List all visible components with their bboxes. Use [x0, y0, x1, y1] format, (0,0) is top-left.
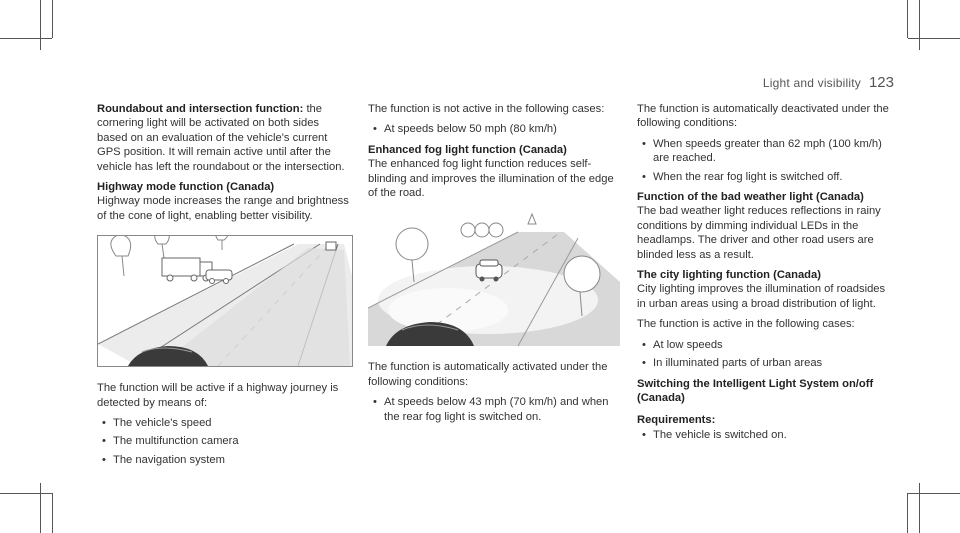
crop-mark: [0, 38, 52, 39]
crop-mark: [40, 483, 41, 533]
fog-light-illustration: [368, 212, 620, 346]
list-item: • The navigation system: [97, 453, 349, 467]
highway-text: Highway mode increases the range and brightness of the cone of light, enabling better visibility.: [97, 195, 349, 222]
switch-ils-heading: Switching the Intelligent Light System on/off (Canada): [637, 377, 874, 404]
page-number: 123: [868, 74, 894, 91]
column-right: [637, 102, 895, 448]
city-active-text: The function is active in the following cases:: [637, 318, 855, 331]
crop-mark: [919, 0, 920, 50]
roundabout-paragraph: [97, 102, 349, 174]
list-item: • At speeds below 43 mph (70 km/h) and when the rear fog light is switched on.: [368, 395, 620, 424]
auto-activate-list: [368, 395, 620, 424]
page-header: [634, 74, 894, 94]
city-lighting-heading: The city lighting function (Canada): [637, 269, 821, 282]
crop-mark: [907, 493, 908, 533]
deactivate-text: The function is automatically deactivated under the following conditions:: [637, 103, 889, 130]
active-if-list: [97, 416, 349, 467]
not-active-list: [368, 122, 620, 136]
list-item: • The vehicle's speed: [97, 416, 349, 430]
crop-mark: [907, 0, 908, 38]
crop-mark: [52, 0, 53, 38]
crop-mark: [919, 483, 920, 533]
list-item: • At speeds below 50 mph (80 km/h): [368, 122, 620, 136]
bad-weather-heading: Function of the bad weather light (Canada): [637, 191, 864, 204]
list-item: • At low speeds: [637, 338, 895, 352]
city-lighting-text: City lighting improves the illumination of roadsides in urban areas using a broad distribution of light.: [637, 283, 886, 310]
not-active-text: The function is not active in the following cases:: [368, 103, 605, 115]
section-title: Light and visibility: [762, 76, 861, 90]
list-item: • In illuminated parts of urban areas: [637, 356, 895, 370]
list-item: • The vehicle is switched on.: [637, 428, 895, 442]
crop-mark: [52, 493, 53, 533]
active-if-text: The function will be active if a highway journey is detected by means of:: [97, 382, 339, 409]
crop-mark: [40, 0, 41, 50]
column-left: [97, 102, 349, 473]
column-middle: [368, 102, 620, 430]
crop-mark: [908, 38, 960, 39]
fog-heading: Enhanced fog light function (Canada): [368, 143, 567, 156]
highway-heading: Highway mode function (Canada): [97, 181, 275, 194]
roundabout-title: Roundabout and intersection function:: [97, 103, 304, 115]
deactivate-list: [637, 137, 895, 184]
city-active-list: [637, 338, 895, 371]
list-item: • When the rear fog light is switched off.: [637, 170, 895, 184]
bad-weather-text: The bad weather light reduces reflections in rainy conditions by dimming individual LEDs in the headlamps. The driver and other road users are blinded less as a result.: [637, 205, 881, 261]
highway-illustration: [97, 235, 353, 367]
auto-activate-text: The function is automatically activated under the following conditions:: [368, 361, 608, 388]
requirements-heading: Requirements:: [637, 414, 716, 427]
crop-mark: [908, 493, 960, 494]
requirements-list: [637, 428, 895, 442]
roundabout-text: the cornering light will be activated on both sides based on an evaluation of the vehicle's current GPS position. It will remain active until after the vehicle has left the roundabout or the intersection.: [97, 103, 345, 173]
list-item: • The multifunction camera: [97, 434, 349, 448]
list-item: • When speeds greater than 62 mph (100 km/h) are reached.: [637, 137, 895, 166]
fog-text: The enhanced fog light function reduces self-blinding and improves the illumination of the edge of the road.: [368, 158, 614, 200]
crop-mark: [0, 493, 52, 494]
